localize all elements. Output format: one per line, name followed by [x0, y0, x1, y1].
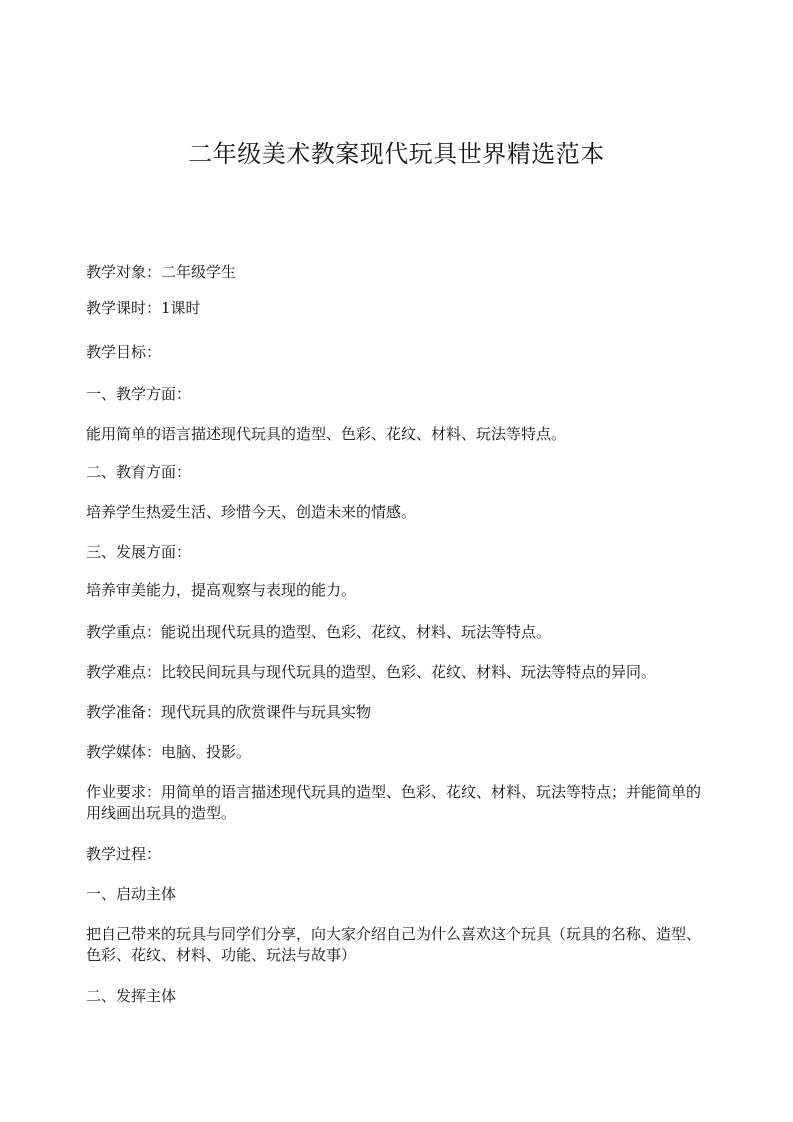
paragraph-preparation: 教学准备：现代玩具的欣赏课件与玩具实物 [86, 703, 372, 721]
paragraph-key-points: 教学重点：能说出现代玩具的造型、色彩、花纹、材料、玩法等特点。 [86, 623, 552, 641]
paragraph-goal-3-heading: 三、发展方面： [86, 543, 192, 561]
paragraph-homework: 作业要求：用简单的语言描述现代玩具的造型、色彩、花纹、材料、玩法等特点；并能简单的用线画出玩具的造型。 [86, 783, 702, 822]
paragraph-step-1-text: 把自己带来的玩具与同学们分享，向大家介绍自己为什么喜欢这个玩具（玩具的名称、造型、色彩、花纹、材料、功能、玩法与故事） [86, 925, 702, 964]
paragraph-difficult-points: 教学难点：比较民间玩具与现代玩具的造型、色彩、花纹、材料、玩法等特点的异同。 [86, 663, 657, 681]
paragraph-goal-2-text: 培养学生热爱生活、珍惜今天、创造未来的情感。 [86, 503, 417, 521]
paragraph-goal-3-text: 培养审美能力，提高观察与表现的能力。 [86, 581, 357, 599]
paragraph-teaching-target: 教学对象：二年级学生 [86, 263, 237, 281]
paragraph-goal-1-text: 能用简单的语言描述现代玩具的造型、色彩、花纹、材料、玩法等特点。 [86, 425, 567, 443]
document-title: 二年级美术教案现代玩具世界精选范本 [188, 140, 605, 168]
paragraph-process: 教学过程： [86, 845, 162, 863]
paragraph-step-1-heading: 一、启动主体 [86, 885, 177, 903]
paragraph-goal-1-heading: 一、教学方面： [86, 385, 192, 403]
paragraph-teaching-goals: 教学目标： [86, 343, 162, 361]
paragraph-class-hours: 教学课时：1课时 [86, 299, 201, 317]
paragraph-step-2-heading: 二、发挥主体 [86, 987, 177, 1005]
paragraph-media: 教学媒体：电脑、投影。 [86, 743, 252, 761]
paragraph-goal-2-heading: 二、教育方面： [86, 463, 192, 481]
